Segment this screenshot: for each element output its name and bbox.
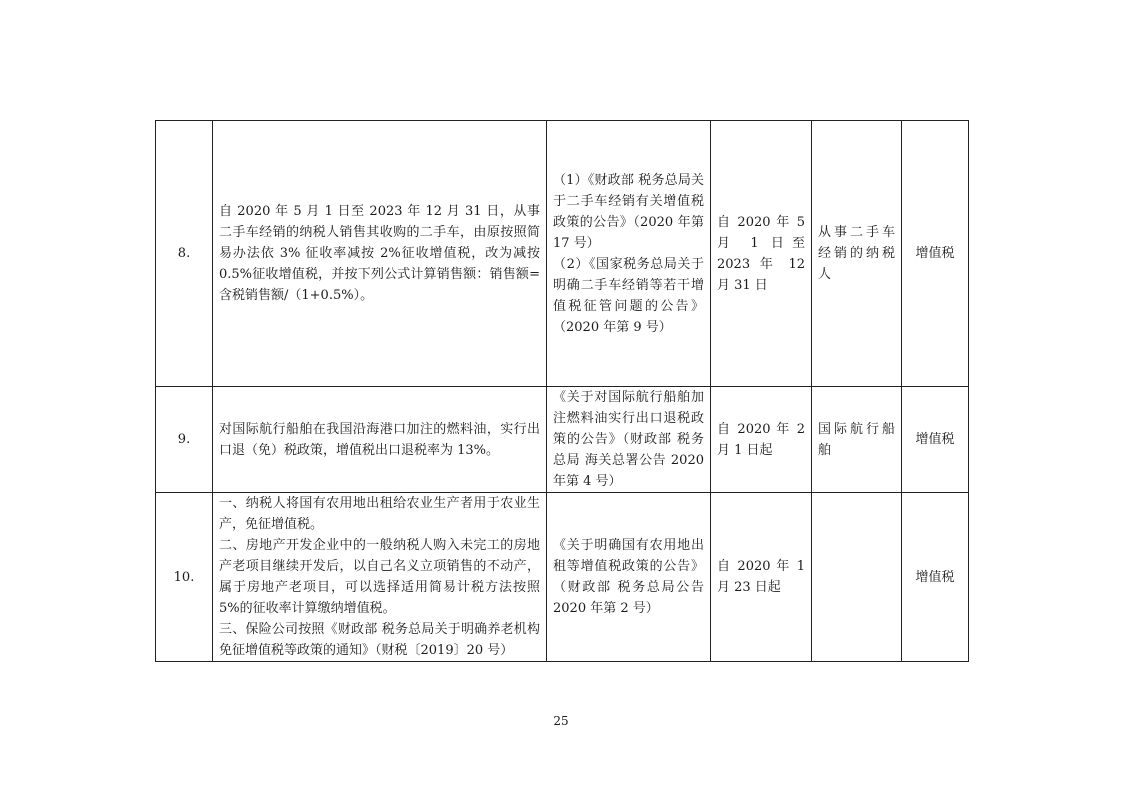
effective-period: 自 2020 年 2 月 1 日起 [711,387,812,493]
policy-paragraph: 自 2020 年 5 月 1 日至 2023 年 12 月 31 日，从事二手车经销的纳税人销售其收购的二手车，由原按照简易办法依 3% 征收率减按 2%征收增值税，改为减按 0.5%征收增值税，并按下列公式计算销售额：销售额=含税销售额/（1+0.5%）。 [219,204,540,303]
tax-type: 增值税 [902,387,969,493]
basis-document: 《关于对国际航行船舶加注燃料油实行出口退税政策的公告》（财政部 税务总局 海关总署公告 2020 年第 4 号） [553,390,704,489]
policy-paragraph: 对国际航行船舶在我国沿海港口加注的燃料油，实行出口退（免）税政策，增值税出口退税率为 13%。 [219,421,540,458]
basis-document: （2）《国家税务总局关于明确二手车经销等若干增值税征管问题的公告》（2020 年第 9 号） [553,256,704,335]
policy-basis [547,493,711,662]
row-number: 8. [156,121,213,387]
basis-document: 《关于明确国有农用地出租等增值税政策的公告》（财政部 税务总局公告 2020 年第 2 号） [553,538,704,616]
policy-content [213,387,547,493]
effective-period: 自 2020 年 5 月 1 日至 2023 年 12 月 31 日 [711,121,812,387]
applicable-taxpayer [812,493,902,662]
applicable-taxpayer: 国际航行船舶 [812,387,902,493]
page-number: 25 [553,714,569,728]
row-number: 9. [156,387,213,493]
policy-basis [547,121,711,387]
policy-paragraph: 三、保险公司按照《财政部 税务总局关于明确养老机构免征增值税等政策的通知》（财税〔2019〕20 号） [219,622,540,658]
table-row [156,387,969,493]
tax-type: 增值税 [902,121,969,387]
table-row [156,493,969,662]
basis-document: （1）《财政部 税务总局关于二手车经销有关增值税政策的公告》（2020 年第 17 号） [553,172,704,251]
applicable-taxpayer: 从事二手车经销的纳税人 [812,121,902,387]
table-row [156,121,969,387]
policy-basis [547,387,711,493]
policy-table [155,120,969,662]
policy-paragraph: 二、房地产开发企业中的一般纳税人购入未完工的房地产老项目继续开发后，以自己名义立项销售的不动产，属于房地产老项目，可以选择适用简易计税方法按照 5%的征收率计算缴纳增值税。 [219,538,540,616]
row-number: 10. [156,493,213,662]
tax-type: 增值税 [902,493,969,662]
policy-content [213,493,547,662]
policy-content [213,121,547,387]
policy-paragraph: 一、纳税人将国有农用地出租给农业生产者用于农业生产，免征增值税。 [219,496,540,532]
effective-period: 自 2020 年 1 月 23 日起 [711,493,812,662]
